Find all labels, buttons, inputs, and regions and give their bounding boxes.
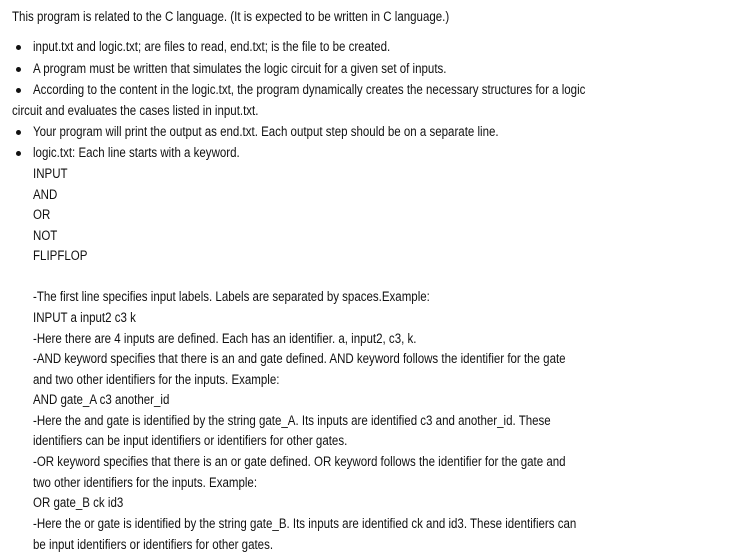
explanation-line: -OR keyword specifies that there is an or gate defined. OR keyword follows the identifier for the gate and — [33, 454, 566, 469]
bullet-icon — [16, 151, 21, 156]
explanation-line: -The first line specifies input labels. Labels are separated by spaces.Example: — [33, 289, 430, 304]
keyword: INPUT — [33, 166, 68, 181]
bullet-item: Your program will print the output as end.txt. Each output step should be on a separate line. — [33, 124, 499, 139]
bullet-icon — [16, 130, 21, 135]
bullet-item: According to the content in the logic.txt, the program dynamically creates the necessary structures for a logic — [33, 82, 586, 97]
explanation-line: -Here the and gate is identified by the string gate_A. Its inputs are identified c3 and another_id. These — [33, 413, 551, 428]
explanation-line: two other identifiers for the inputs. Example: — [33, 475, 258, 490]
bullet-item: A program must be written that simulates the logic circuit for a given set of inputs. — [33, 61, 447, 76]
bullet-icon — [16, 45, 21, 50]
explanation-line: identifiers can be input identifiers or identifiers for other gates. — [33, 433, 348, 448]
explanation-line: -Here there are 4 inputs are defined. Each has an identifier. a, input2, c3, k. — [33, 331, 417, 346]
bullet-item: input.txt and logic.txt; are files to read, end.txt; is the file to be created. — [33, 39, 391, 54]
explanation-line: -Here the or gate is identified by the string gate_B. Its inputs are identified ck and id3. These identifiers can — [33, 516, 577, 531]
explanation-line: be input identifiers or identifiers for other gates. — [33, 537, 274, 552]
keyword: AND — [33, 187, 58, 202]
keyword: OR — [33, 207, 51, 222]
explanation-line: INPUT a input2 c3 k — [33, 310, 136, 325]
bullet-icon — [16, 67, 21, 72]
explanation-line: OR gate_B ck id3 — [33, 495, 124, 510]
keyword: NOT — [33, 228, 58, 243]
bullet-continuation: circuit and evaluates the cases listed in input.txt. — [12, 103, 259, 118]
bullet-icon — [16, 88, 21, 93]
intro-text: This program is related to the C language. (It is expected to be written in C language.) — [12, 9, 450, 24]
explanation-line: and two other identifiers for the inputs. Example: — [33, 372, 280, 387]
bullet-item: logic.txt: Each line starts with a keyword. — [33, 145, 240, 160]
explanation-line: -AND keyword specifies that there is an and gate defined. AND keyword follows the identifier for the gate — [33, 351, 566, 366]
explanation-line: AND gate_A c3 another_id — [33, 392, 170, 407]
keyword: FLIPFLOP — [33, 248, 88, 263]
